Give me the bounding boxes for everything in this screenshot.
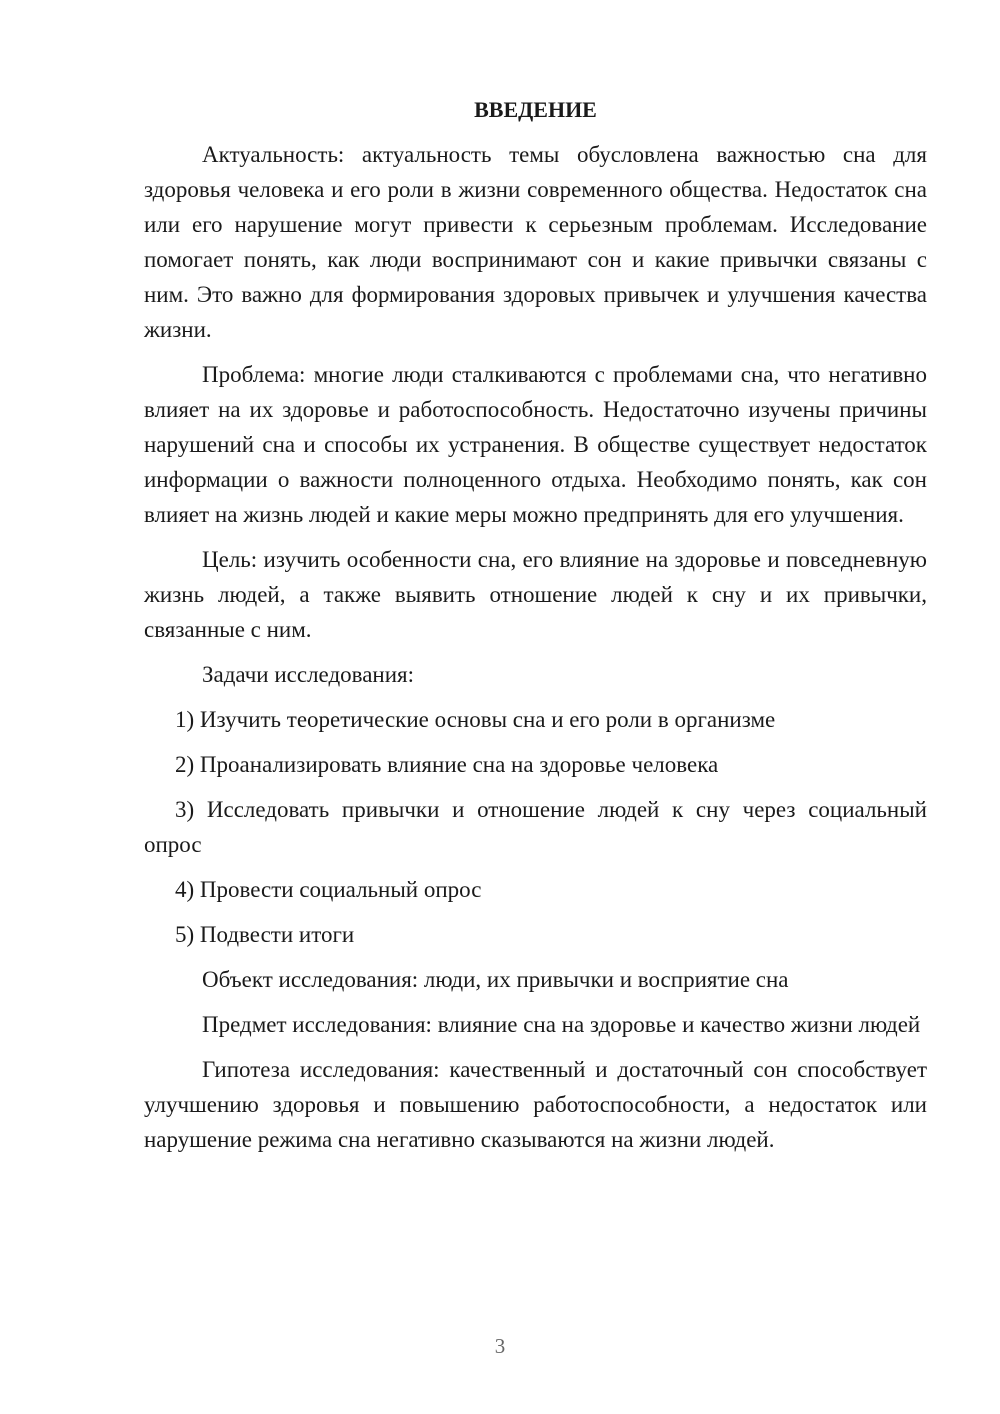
relevance-paragraph: Актуальность: актуальность темы обусловлена важностью сна для здоровья человека и его роли в жизни современного общества. Недостаток сна или его нарушение могут привести к серьезным проблемам. Исследование помогает понять, как люди воспринимают сон и какие привычки связаны с ним. Это важно для формирования здоровых привычек и улучшения качества жизни. [144, 142, 927, 342]
tasks-heading: Задачи исследования: [202, 662, 415, 687]
object-paragraph: Объект исследования: люди, их привычки и восприятие сна [202, 967, 789, 992]
problem-paragraph: Проблема: многие люди сталкиваются с проблемами сна, что негативно влияет на их здоровье и работоспособность. Недостаточно изучены причины нарушений сна и способы их устранения. В обществе существует недостаток информации о важности полноценного отдыха. Необходимо понять, как сон влияет на жизнь людей и какие меры можно предпринять для его улучшения. [144, 362, 927, 527]
task-item-4: 4) Провести социальный опрос [175, 877, 482, 902]
page-number: 3 [494, 1334, 506, 1358]
hypothesis-paragraph: Гипотеза исследования: качественный и достаточный сон способствует улучшению здоровья и повышению работоспособности, а недостаток или нарушение режима сна негативно сказываются на жизни людей. [144, 1057, 927, 1152]
subject-paragraph: Предмет исследования: влияние сна на здоровье и качество жизни людей [202, 1012, 921, 1037]
document-page [144, 92, 927, 1167]
task-item-1: 1) Изучить теоретические основы сна и его роли в организме [175, 707, 776, 732]
page-title: ВВЕДЕНИЕ [474, 97, 597, 122]
task-item-2: 2) Проанализировать влияние сна на здоровье человека [175, 752, 719, 777]
goal-paragraph: Цель: изучить особенности сна, его влияние на здоровье и повседневную жизнь людей, а также выявить отношение людей к сну и их привычки, связанные с ним. [144, 547, 927, 642]
task-item-3: 3) Исследовать привычки и отношение людей к сну через социальный опрос [144, 797, 927, 857]
task-item-5: 5) Подвести итоги [175, 922, 355, 947]
